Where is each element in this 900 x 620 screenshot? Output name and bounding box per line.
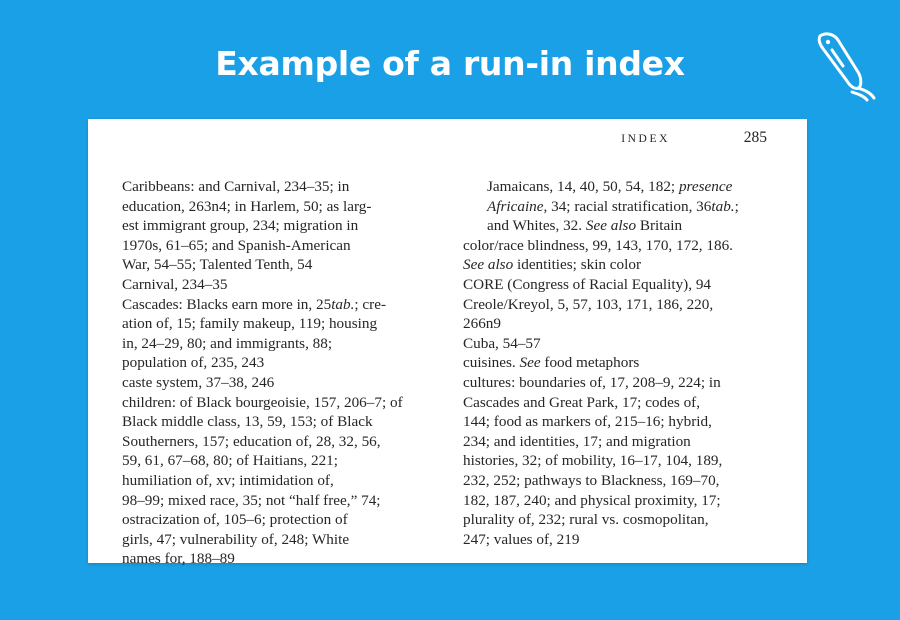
index-entry-line <box>122 334 446 354</box>
index-text: Black middle class, 13, 59, 153; of Black <box>122 413 373 431</box>
index-text: food metaphors <box>540 354 640 372</box>
index-text: Africaine <box>487 197 544 215</box>
index-entry <box>463 334 783 354</box>
index-text: See <box>519 354 541 372</box>
index-text: color/race blindness, 99, 143, 170, 172, 186. <box>463 236 733 254</box>
index-text: children: of Black bourgeoisie, 157, 206–7; of <box>122 393 403 411</box>
index-entry-line <box>463 236 783 256</box>
index-entry-line <box>487 197 783 217</box>
index-entry-line <box>122 549 446 569</box>
index-text: 234; and identities, 17; and migration <box>463 432 691 450</box>
index-entry-line <box>122 412 446 432</box>
index-entry <box>122 275 446 295</box>
index-text: Cascades: Blacks earn more in, 25 <box>122 295 332 313</box>
index-text: 232, 252; pathways to Blackness, 169–70, <box>463 471 720 489</box>
index-entry-line <box>463 314 783 334</box>
index-text: histories, 32; of mobility, 16–17, 104, 189, <box>463 452 723 470</box>
index-entry-line <box>122 510 446 530</box>
index-text: names for, 188–89 <box>122 550 235 568</box>
index-text: CORE (Congress of Racial Equality), 94 <box>463 275 712 293</box>
index-text: ; cre- <box>354 295 387 313</box>
index-text: cultures: boundaries of, 17, 208–9, 224; in <box>463 373 721 391</box>
bird-logo-icon <box>812 28 878 102</box>
running-head-label: INDEX <box>621 133 670 145</box>
index-entry-line <box>463 530 783 550</box>
index-entry-line <box>122 275 446 295</box>
index-entry-line <box>122 451 446 471</box>
index-entry-line <box>463 432 783 452</box>
index-text: tab. <box>331 295 355 313</box>
index-entry-line <box>463 334 783 354</box>
index-entry-line <box>122 197 446 217</box>
index-text: education, 263n4; in Harlem, 50; as larg- <box>122 197 372 215</box>
index-text: and Whites, 32. <box>487 217 586 235</box>
index-text: 266n9 <box>463 315 501 333</box>
index-text: See also <box>463 256 514 274</box>
index-text: est immigrant group, 234; migration in <box>122 217 359 235</box>
index-text: ation of, 15; family makeup, 119; housing <box>122 315 378 333</box>
running-head <box>621 129 767 147</box>
index-text: Cuba, 54–57 <box>463 334 541 352</box>
index-text: 98–99; mixed race, 35; not “half free,” 74; <box>122 491 381 509</box>
index-entry <box>122 295 446 373</box>
index-entry-line <box>122 295 446 315</box>
index-text: Southerners, 157; education of, 28, 32, 56, <box>122 432 381 450</box>
index-text: See also <box>585 217 637 235</box>
index-entry-line <box>122 216 446 236</box>
index-text: tab. <box>711 197 735 215</box>
index-text: Caribbeans: and Carnival, 234–35; in <box>122 178 350 195</box>
index-entry-line <box>463 373 783 393</box>
index-entry-line <box>122 353 446 373</box>
index-text: in, 24–29, 80; and immigrants, 88; <box>122 334 333 352</box>
index-entry-line <box>463 451 783 471</box>
index-entry-line <box>463 412 783 432</box>
index-entry-line <box>122 432 446 452</box>
index-entry <box>122 373 446 393</box>
index-text: plurality of, 232; rural vs. cosmopolitan, <box>463 511 709 529</box>
index-text: 144; food as markers of, 215–16; hybrid, <box>463 413 712 431</box>
index-entry-line <box>463 393 783 413</box>
index-entry <box>122 393 446 569</box>
index-text: Carnival, 234–35 <box>122 275 228 293</box>
index-page <box>88 119 807 568</box>
page-number: 285 <box>743 129 767 146</box>
index-text: Britain <box>636 217 683 235</box>
index-entry-line <box>463 510 783 530</box>
index-entry-line <box>122 236 446 256</box>
index-entry <box>463 373 783 549</box>
index-entry-line <box>122 314 446 334</box>
index-text: cuisines. <box>463 354 520 372</box>
index-entry <box>122 177 446 275</box>
index-text: , 34; racial stratification, 36 <box>543 197 712 215</box>
index-entry <box>463 275 783 295</box>
index-text: 247; values of, 219 <box>463 530 580 548</box>
index-entry-line <box>122 471 446 491</box>
index-text: War, 54–55; Talented Tenth, 54 <box>122 256 313 274</box>
index-entry-line <box>463 275 783 295</box>
index-text: caste system, 37–38, 246 <box>122 373 275 391</box>
index-text: presence <box>678 178 733 195</box>
index-text: Creole/Kreyol, 5, 57, 103, 171, 186, 220, <box>463 295 714 313</box>
index-entry-line <box>463 353 783 373</box>
index-entry-line <box>487 177 783 197</box>
index-entry <box>463 177 783 236</box>
index-text: 1970s, 61–65; and Spanish-American <box>122 236 351 254</box>
index-entry <box>463 295 783 334</box>
index-text: girls, 47; vulnerability of, 248; White <box>122 530 350 548</box>
index-entry-line <box>122 491 446 511</box>
index-text: ostracization of, 105–6; protection of <box>122 511 348 529</box>
index-text: 182, 187, 240; and physical proximity, 17; <box>463 491 721 509</box>
index-entry <box>463 236 783 275</box>
index-entry-line <box>487 216 783 236</box>
index-column-left <box>122 177 446 569</box>
index-entry-line <box>122 530 446 550</box>
index-text: population of, 235, 243 <box>122 354 265 372</box>
index-entry-line <box>122 373 446 393</box>
index-entry-line <box>122 393 446 413</box>
index-text: identities; skin color <box>513 256 642 274</box>
index-text: Cascades and Great Park, 17; codes of, <box>463 393 701 411</box>
index-text: Jamaicans, 14, 40, 50, 54, 182; <box>487 178 679 195</box>
index-entry-line <box>463 295 783 315</box>
index-entry-line <box>122 177 446 197</box>
index-entry-line <box>463 471 783 491</box>
index-entry <box>463 353 783 373</box>
index-column-right <box>463 177 783 549</box>
index-entry-line <box>463 255 783 275</box>
index-entry-line <box>463 491 783 511</box>
index-text: ; <box>734 197 739 215</box>
index-text: 59, 61, 67–68, 80; of Haitians, 221; <box>122 452 338 470</box>
index-entry-line <box>122 255 446 275</box>
banner-title: Example of a run-in index <box>215 44 685 83</box>
index-text: humiliation of, xv; intimidation of, <box>122 471 334 489</box>
